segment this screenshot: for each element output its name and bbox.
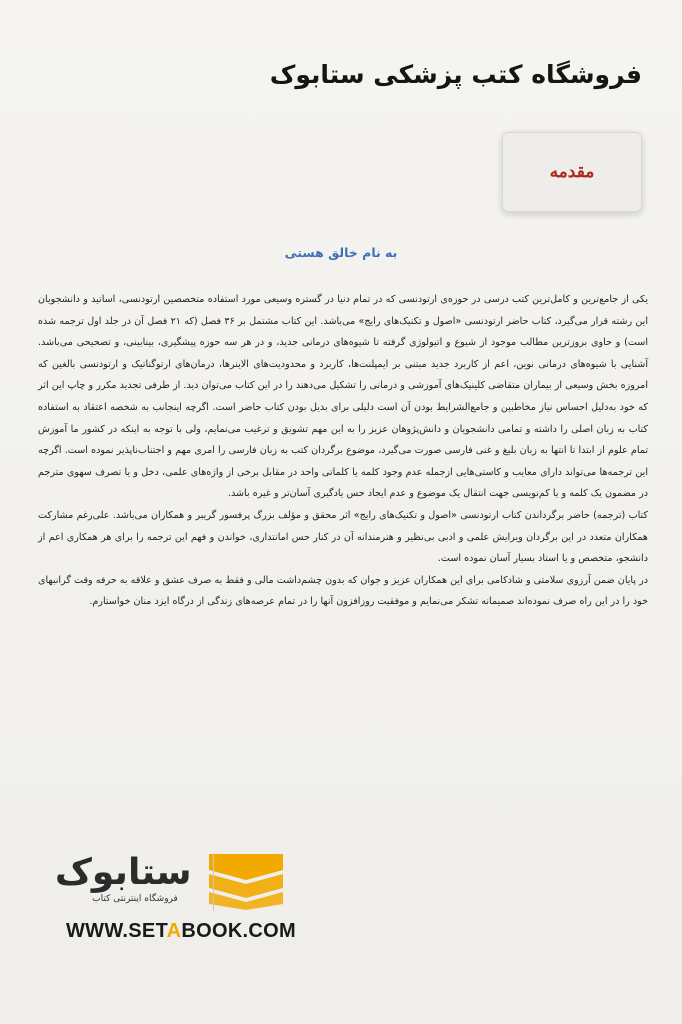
- logo-divider: [213, 855, 214, 911]
- setabook-chevron-logo-icon: [205, 850, 287, 912]
- logo-tagline: فروشگاه اینترنتی کتاب: [92, 894, 178, 904]
- store-title: فروشگاه کتب پزشکی ستابوک: [269, 60, 642, 89]
- preface-paragraph: در پایان ضمن آرزوی سلامتی و شادکامی برای این همکاران عزیز و جوان که بدون چشم‌داشت مالی و فقط به صرف عشق و علاقه به حرفه وقت گرانبهای خود را در این راه صرف نموده‌اند صمیمانه تشکر می‌نمایم و موفقیت روزافزون آنها را در تمام عرصه‌های زندگی از درگاه ایزد منان خواستارم.: [38, 574, 648, 608]
- website-url-prefix: WWW.SET: [66, 920, 167, 942]
- section-header-box: [502, 132, 642, 212]
- preface-body: [38, 289, 648, 613]
- website-url-accent: A: [166, 920, 182, 942]
- preface-paragraph: کتاب (ترجمه) حاضر برگرداندن کتاب ارتودنسی «اصول و تکنیک‌های رایج» اثر محقق و مؤلف بزرگ پرفسور گریبر و همکاران می‌باشد. علی‌رغم مشارکت همکاران متعدد در این برگردان ویرایش علمی و ادبی بی‌نظیر و هنرمندانه آن در کنار حس امانتداری، خواندن و فهم این ترجمه را برای هر همکاری اعم از دانشجو، متخصص و یا استاد بسیار آسان نموده است.: [38, 509, 648, 565]
- preface-paragraph: یکی از جامع‌ترین و کامل‌ترین کتب درسی در حوزه‌ی ارتودنسی که در تمام دنیا در گستره وسیعی مورد استفاده متخصصین ارتودنسی، اساتید و دانشجویان این رشته قرار می‌گیرد، کتاب حاضر ارتودنسی «اصول و تکنیک‌های رایج» می‌باشد. این کتاب مشتمل بر ۳۶ فصل (که ۲۱ فصل آن در جلد اول ترجمه شده است) و حاوی بروزترین مطالب موجود از شیوع و اتیولوژی گرفته تا شیوه‌های درمانی جدید، و در هر سه حوزه پیشگیری، بینابینی، و تصحیحی می‌باشد. آشنایی با شیوه‌های درمانی نوین، اعم از کاربرد جدید مبتنی بر ایمپلنت‌ها، کاربرد و محدودیت‌های الاینرها، درمان‌های ارتوگناتیک و ارتودنسی بالغین که امروزه بخش وسیعی از بیماران متقاضی کلینیک‌های آموزشی و درمانی را تشکیل می‌دهند را در این کتاب می‌توان دید. از طرفی تجدید مکرر و چاپ این اثر که خود به‌دلیل احساس نیاز مخاطبین و جامع‌الشرایط بودن آن است دلیلی برای بدیل بودن کتاب حاضر است. اگرچه اینجانب به شخصه اعتقاد به استفاده کتاب به زبان اصلی را داشته و تمامی دانشجویان و دانش‌پژوهان عزیز را به این مهم تشویق و ترغیب می‌نمایم، ولی با توجه به اینکه در کشور ما آموزش تمام علوم از ابتدا تا انتها به زبان بلیغ و غنی فارسی صورت می‌گیرد، موضوع برگردان کتب به زبان فارسی را امری مهم و اجتناب‌ناپذیر نموده است. اگرچه این ترجمه‌ها می‌تواند دارای معایب و کاستی‌هایی ازجمله عدم وجود کلمه یا کلماتی واحد در مقابل برخی از واژه‌های علمی، دخل و یا تصرف سهوی مترجم در مضمون یک کلمه و یا کم‌نویسی جهت انتقال یک موضوع و عدم ایجاد حس یادگیری آسان‌تر و غیره باشد.: [38, 294, 648, 500]
- website-url-suffix: BOOK.COM: [181, 920, 296, 942]
- setabook-logo: [55, 850, 295, 920]
- logo-wordmark: ستابوک: [55, 852, 192, 893]
- basmala-heading: به نام خالق هستی: [284, 245, 398, 260]
- section-title: مقدمه: [549, 162, 595, 182]
- website-url: [66, 920, 296, 943]
